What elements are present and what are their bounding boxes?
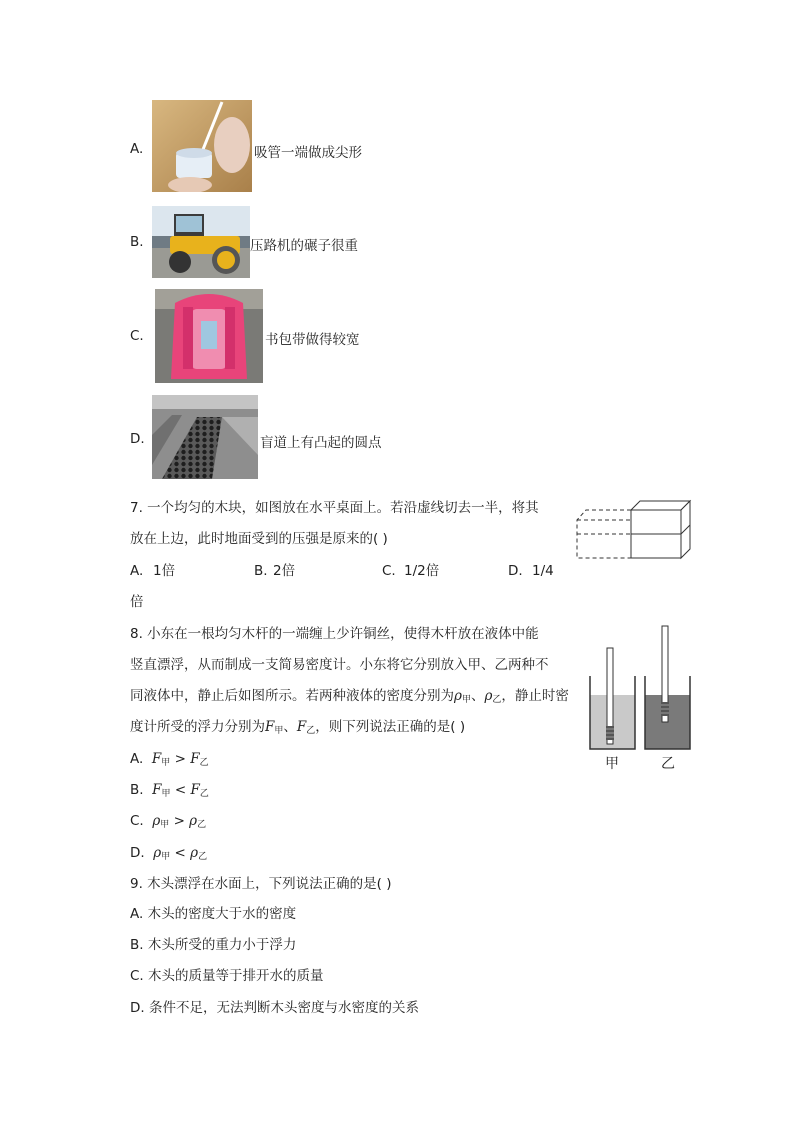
option-b xyxy=(130,935,296,955)
option-letter: A. xyxy=(130,141,144,157)
option-d xyxy=(130,843,207,867)
question-stem xyxy=(130,717,465,741)
stem-text: 度计所受的浮力分别为 xyxy=(130,719,265,735)
option-letter: B. xyxy=(130,937,144,953)
subscript: 甲 xyxy=(161,758,171,768)
option-wrap: 倍 xyxy=(130,594,144,610)
option-text: 木头的质量等于排开水的质量 xyxy=(148,968,324,984)
rho-symbol: $\rho_甲$ xyxy=(454,688,471,705)
wood-block-figure xyxy=(574,498,694,562)
option-caption: 压路机的碾子很重 xyxy=(250,238,358,254)
subscript: 乙 xyxy=(199,789,209,799)
stem-text: ，则下列说法正确的是( ) xyxy=(315,719,466,735)
option-letter: B. xyxy=(130,234,144,250)
option-left: F xyxy=(152,782,162,798)
option-caption: 书包带做得较宽 xyxy=(265,332,360,348)
option-letter: A. xyxy=(130,906,144,922)
rho-symbol: $\rho_乙$ xyxy=(484,688,502,705)
option-letter: C. xyxy=(130,968,144,984)
separator: 、 xyxy=(283,719,297,735)
option-letter: B. xyxy=(130,782,144,798)
option-c xyxy=(130,811,206,835)
option-letter: D. xyxy=(508,563,523,579)
subscript: 甲 xyxy=(161,789,171,799)
beaker-label-yi: 乙 xyxy=(661,756,675,772)
option-left: ρ xyxy=(153,845,162,861)
subscript: 乙 xyxy=(199,758,209,768)
option-right: ρ xyxy=(190,845,199,861)
option-letter: C. xyxy=(130,328,144,344)
subscript: 乙 xyxy=(197,820,207,830)
straw-cup-photo xyxy=(152,100,252,192)
beaker-label-jia: 甲 xyxy=(605,756,619,772)
subscript: 乙 xyxy=(198,852,208,862)
force-symbol: $F_甲$ xyxy=(265,719,284,736)
option-b xyxy=(130,780,209,804)
option-right: F xyxy=(190,782,200,798)
option-c xyxy=(130,966,324,986)
tactile-paving-photo xyxy=(152,395,258,479)
subscript: 甲 xyxy=(161,852,171,862)
option-text: 木头的密度大于水的密度 xyxy=(147,906,297,922)
option-letter: D. xyxy=(130,845,145,861)
road-roller-photo xyxy=(152,206,250,278)
stem-text: ，静止时密 xyxy=(501,688,569,704)
question-stem: 竖直漂浮，从而制成一支简易密度计。小东将它分别放入甲、乙两种不 xyxy=(130,657,549,673)
question-stem: 9. 木头漂浮在水面上，下列说法正确的是( ) xyxy=(130,876,392,892)
option-letter: D. xyxy=(130,1000,145,1016)
question-stem: 放在上边，此时地面受到的压强是原来的( ) xyxy=(130,531,388,547)
option-caption: 盲道上有凸起的圆点 xyxy=(260,435,382,451)
question-stem: 7. 一个均匀的木块，如图放在水平桌面上。若沿虚线切去一半，将其 xyxy=(130,500,539,516)
option-text: 1/2倍 xyxy=(404,563,440,579)
option-right: F xyxy=(190,751,200,767)
option-letter: A. xyxy=(130,751,144,767)
option-letter: B. xyxy=(254,563,268,579)
option-text: 1/4 xyxy=(532,563,554,579)
option-letter: A. xyxy=(130,563,144,579)
question-stem: 8. 小东在一根均匀木杆的一端缠上少许铜丝，使得木杆放在液体中能 xyxy=(130,626,539,642)
option-letter: D. xyxy=(130,431,145,447)
option-a xyxy=(130,904,296,924)
option-letter: C. xyxy=(130,813,144,829)
option-text: 2倍 xyxy=(273,563,296,579)
operator: > xyxy=(174,751,186,767)
option-letter: C. xyxy=(382,563,396,579)
option-a xyxy=(130,749,209,773)
backpack-photo xyxy=(155,289,263,383)
option-caption: 吸管一端做成尖形 xyxy=(254,145,362,161)
option-text: 条件不足，无法判断木头密度与水密度的关系 xyxy=(148,1000,419,1016)
stem-text: 同液体中，静止后如图所示。若两种液体的密度分别为 xyxy=(130,688,454,704)
option-left: F xyxy=(151,751,162,767)
option-text: 木头所受的重力小于浮力 xyxy=(147,937,297,953)
option-text: 1倍 xyxy=(153,563,176,579)
option-left: ρ xyxy=(152,813,161,829)
option-d xyxy=(130,998,419,1018)
option-right: ρ xyxy=(189,813,198,829)
operator: < xyxy=(174,782,187,798)
force-symbol: $F_乙$ xyxy=(296,719,316,736)
hydrometer-figure xyxy=(585,624,697,774)
operator: < xyxy=(174,845,186,861)
subscript: 甲 xyxy=(160,820,170,830)
separator: 、 xyxy=(470,688,485,704)
operator: > xyxy=(173,813,185,829)
question-stem xyxy=(130,686,569,710)
